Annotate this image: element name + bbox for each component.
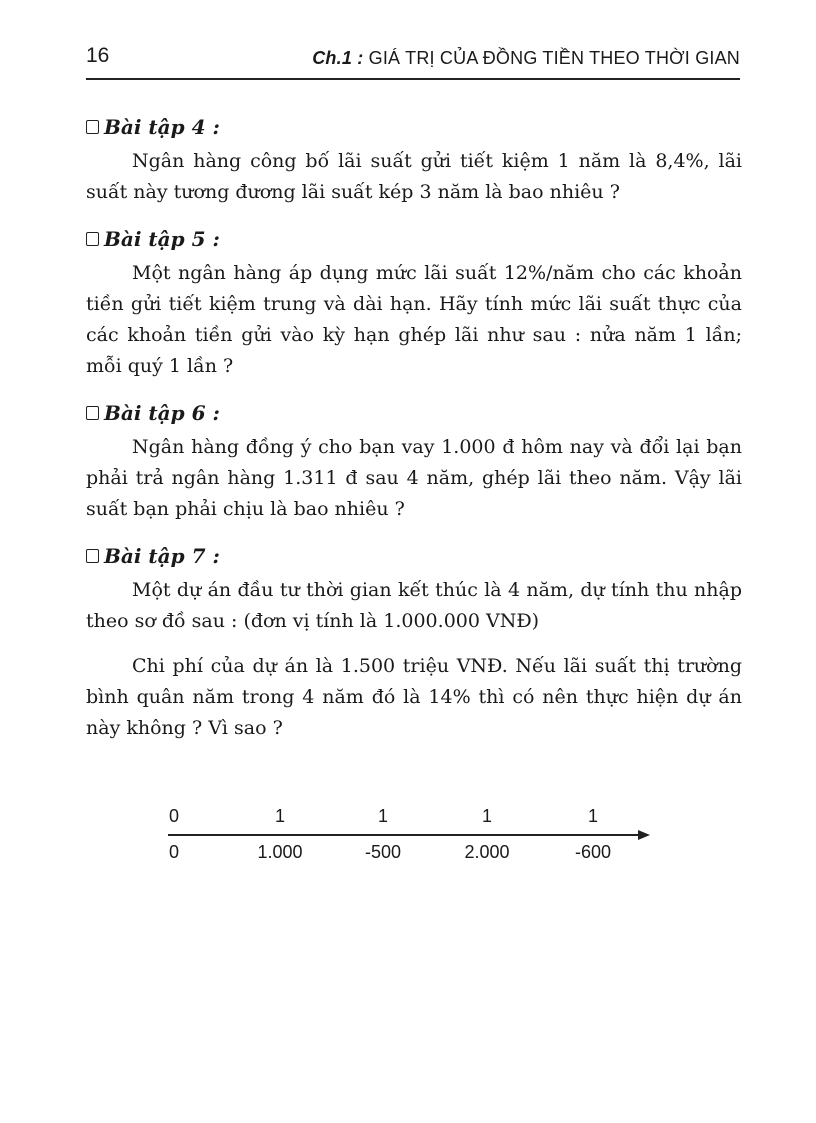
period-label: 1 bbox=[274, 806, 285, 826]
cash-flow-amount: 2.000 bbox=[464, 842, 510, 862]
exercise-5 bbox=[86, 224, 742, 382]
exercise-6 bbox=[86, 398, 742, 525]
chapter-title: GIÁ TRỊ CỦA ĐỒNG TIỀN THEO THỜI GIAN bbox=[368, 48, 740, 68]
checkbox-square-icon bbox=[86, 232, 99, 246]
checkbox-square-icon bbox=[86, 549, 99, 563]
chapter-label: Ch.1 : bbox=[312, 48, 364, 68]
exercise-title-text: Bài tập 7 : bbox=[104, 544, 220, 568]
exercise-title bbox=[86, 541, 742, 571]
cash-flow-amount: 1.000 bbox=[257, 842, 303, 862]
checkbox-square-icon bbox=[86, 120, 99, 134]
cash-flow-amount: -600 bbox=[574, 842, 612, 862]
cash-flow-amount: 0 bbox=[168, 842, 179, 862]
period-label: 1 bbox=[377, 806, 388, 826]
exercise-4 bbox=[86, 112, 742, 208]
cash-flow-diagram bbox=[166, 800, 656, 872]
page-header bbox=[86, 40, 740, 80]
period-label: 1 bbox=[481, 806, 492, 826]
page-number: 16 bbox=[86, 44, 110, 67]
checkbox-square-icon bbox=[86, 406, 99, 420]
exercise-text: Chi phí của dự án là 1.500 triệu VNĐ. Nếu lãi suất thị trường bình quân năm trong 4 năm đó là 14% thì có nên thực hiện dự án này không ? Vì sao ? bbox=[86, 655, 742, 739]
exercise-title-text: Bài tập 4 : bbox=[104, 115, 220, 139]
running-title bbox=[312, 48, 740, 69]
exercise-title-text: Bài tập 6 : bbox=[104, 401, 220, 425]
exercise-text: Một dự án đầu tư thời gian kết thúc là 4 năm, dự tính thu nhập theo sơ đồ sau : (đơn vị tính là 1.000.000 VNĐ) bbox=[86, 579, 742, 632]
period-label: 1 bbox=[587, 806, 598, 826]
exercise-title-text: Bài tập 5 : bbox=[104, 227, 220, 251]
timeline-arrow bbox=[166, 828, 656, 842]
exercise-text: Ngân hàng đồng ý cho bạn vay 1.000 đ hôm nay và đổi lại bạn phải trả ngân hàng 1.311 đ sau 4 năm, ghép lãi theo năm. Vậy lãi suất bạn phải chịu là bao nhiêu ? bbox=[86, 436, 742, 520]
exercise-title bbox=[86, 224, 742, 254]
exercise-7 bbox=[86, 541, 742, 744]
exercise-title bbox=[86, 398, 742, 428]
cash-flow-amount: -500 bbox=[364, 842, 402, 862]
period-label: 0 bbox=[168, 806, 179, 826]
page-content bbox=[86, 112, 742, 760]
exercise-text: Một ngân hàng áp dụng mức lãi suất 12%/năm cho các khoản tiền gửi tiết kiệm trung và dài hạn. Hãy tính mức lãi suất thực của các khoản tiền gửi vào kỳ hạn ghép lãi như sau : nửa năm 1 lần; mỗi quý 1 lần ? bbox=[86, 262, 742, 377]
exercise-title bbox=[86, 112, 742, 142]
exercise-text: Ngân hàng công bố lãi suất gửi tiết kiệm 1 năm là 8,4%, lãi suất này tương đương lãi suất kép 3 năm là bao nhiêu ? bbox=[86, 150, 742, 203]
